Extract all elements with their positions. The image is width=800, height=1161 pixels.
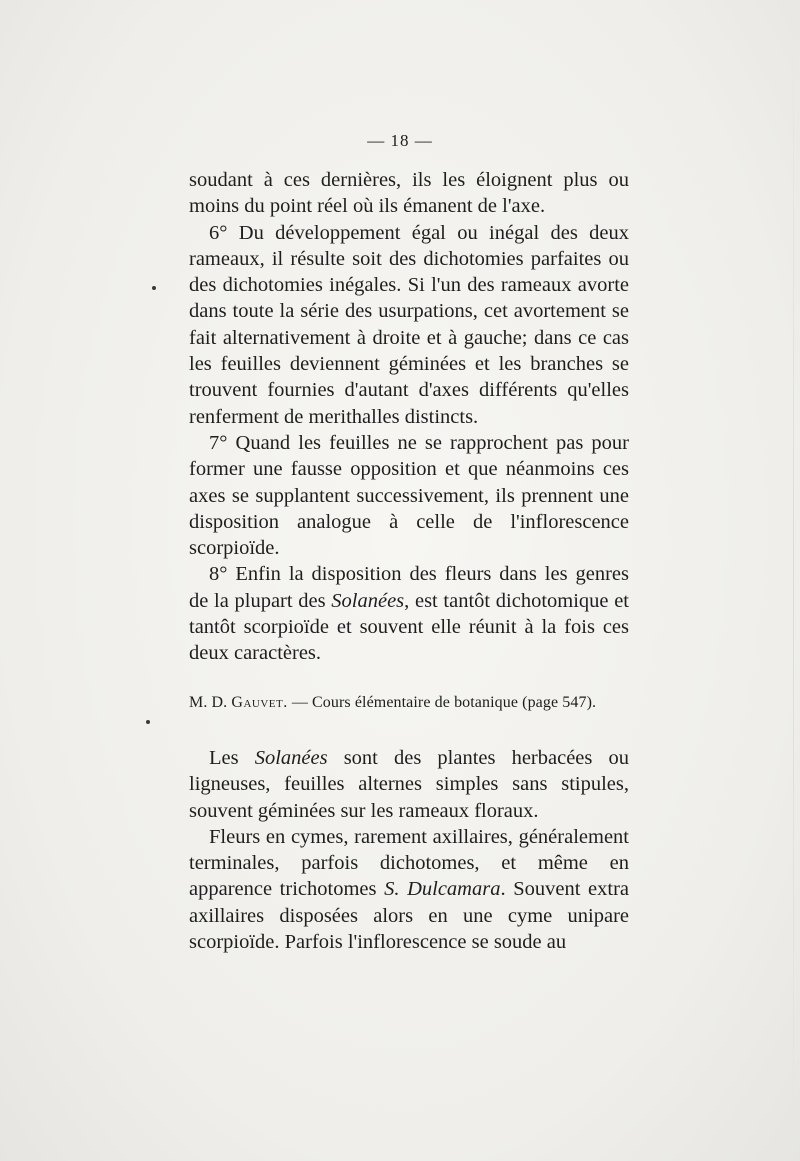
description-text-end: sont des plantes herbacées ou ligneuses, feuilles alternes simples sans stipules, souvent géminées sur les rameaux floraux. — [189, 747, 629, 822]
paragraph-6: 6° Du développement égal ou inégal des deux rameaux, il résulte soit des dichotomies parfaites ou des dichotomies inégales. Si l'un des rameaux avorte dans toute la série des usurpations, cet avortement se fait alternativement à droite et à gauche; dans ce cas les feuilles deviennent géminées et les branches se trouvent fournies d'autant d'axes différents qu'elles renferment de merithalles distincts. — [189, 221, 629, 428]
citation-source: — Cours élémentaire de botanique (page 547). — [287, 694, 597, 711]
solanees-italic: Solanées — [331, 589, 405, 612]
ink-speck — [152, 286, 156, 290]
description-text-start: Les — [209, 747, 255, 769]
ink-speck — [146, 720, 150, 724]
paragraph-8-text-end: , est tantôt dichotomique et tantôt scorpioïde et souvent elle réunit à la fois ces deux caractères. — [189, 589, 629, 665]
citation-line — [189, 693, 629, 713]
citation-author: Gauvet. — [231, 694, 288, 711]
paragraph-flowers — [189, 824, 629, 955]
paragraph-8-text-start: 8° Enfin la disposition des fleurs dans les genres de la plupart des — [189, 563, 629, 612]
paragraph-8 — [189, 561, 629, 666]
page-edge-shadow — [793, 0, 794, 1161]
lower-text-block — [189, 745, 629, 955]
dulcamara-italic: S. Dulcamara — [384, 878, 501, 901]
paragraph-7: 7° Quand les feuilles ne se rapprochent pas pour former une fausse opposition et que néanmoins ces axes se supplantent successivement, ils prennent une disposition analogue à celle de l'inflorescence scorpioïde. — [189, 431, 629, 560]
solanees-italic-2: Solanées — [254, 747, 328, 769]
citation-initials: M. D. — [189, 694, 232, 711]
flowers-text-start: Fleurs en cymes, rarement axillaires, généralement terminales, parfois dichotomes, et même en apparence trichotomes — [189, 825, 629, 901]
paragraph-solanees-description — [189, 745, 629, 824]
flowers-text-end: . Souvent extra axillaires disposées alors en une cyme unipare scorpioïde. Parfois l'inflorescence se soude au — [189, 878, 629, 954]
page-number: — 18 — — [367, 131, 433, 150]
paragraph-continuation: soudant à ces dernières, ils les éloignent plus ou moins du point réel où ils émanent de l'axe. — [189, 169, 629, 218]
upper-text-block — [189, 167, 629, 667]
